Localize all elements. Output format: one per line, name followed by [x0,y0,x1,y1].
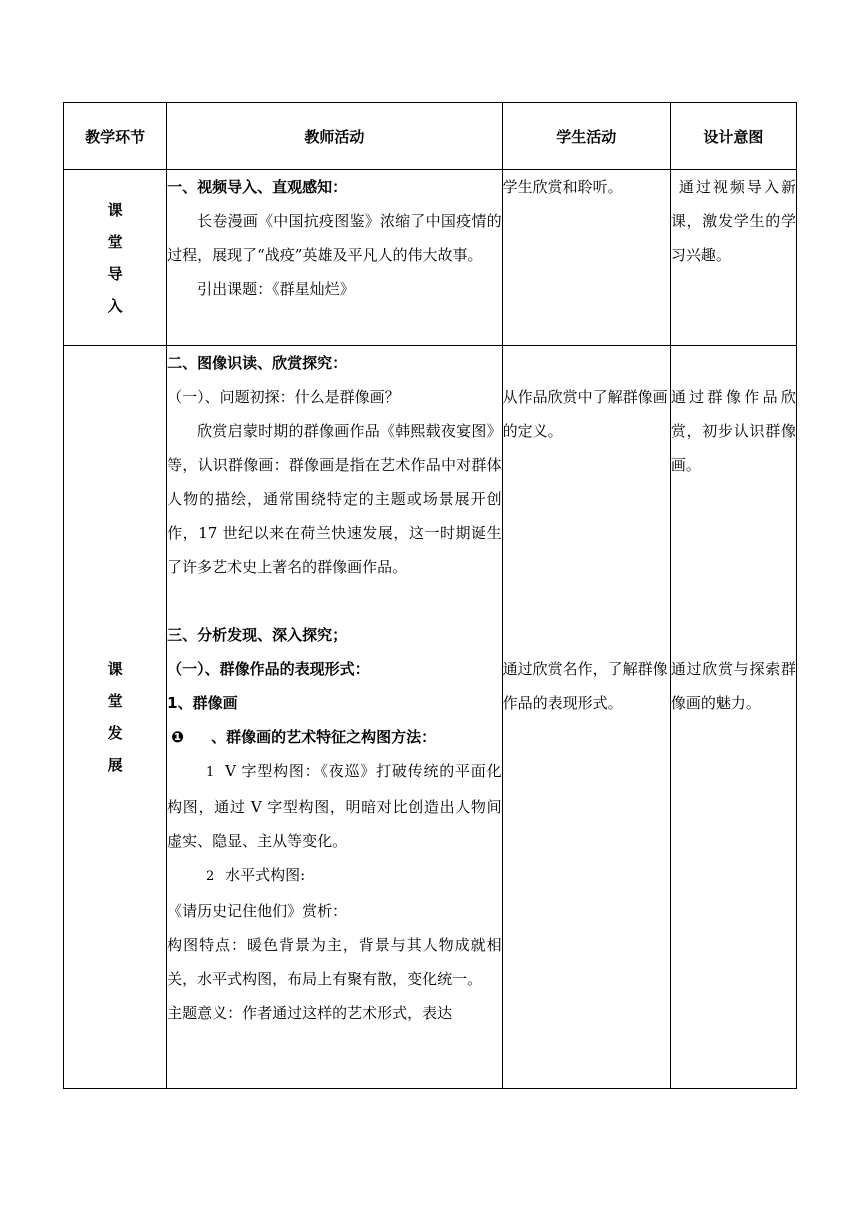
student-activity-cell [502,170,670,346]
table-row [64,170,797,346]
section-heading: 二、图像识读、欣赏探究： [167,354,348,372]
paragraph: 通过欣赏与探索群像画的魅力。 [670,660,796,712]
stage-char: 入 [107,296,123,315]
teacher-activity-cell [167,170,502,346]
stage-char: 堂 [107,692,123,710]
item-number: 1 [206,765,215,780]
stage-char: 课 [107,660,123,678]
student-activity-cell [502,346,670,1089]
section-heading: 一、视频导入、直观感知： [167,178,348,196]
header-student-activity: 学生活动 [502,103,670,170]
list-item: 1、群像画 [167,694,238,712]
paragraph: 引出课题：《群星灿烂》 [197,280,355,298]
stage-char: 堂 [107,232,123,251]
list-item-text: 、群像画的艺术特征之构图方法： [211,728,437,746]
section-heading: 三、分析发现、深入探究； [167,626,348,644]
paragraph: 通过视频导入新课，激发学生的学习兴趣。 [670,178,796,264]
stage-char: 课 [107,200,123,219]
paragraph [167,858,501,894]
stage-char: 发 [107,724,123,742]
paragraph: 《请历史记住他们》赏析： [167,902,348,920]
stage-cell-intro [64,170,167,346]
sub-heading: （一）、群像作品的表现形式： [167,660,370,678]
paragraph: 学生欣赏和聆听。 [502,178,623,196]
sub-heading: （一）、问题初探：什么是群像画？ [167,388,400,406]
item-number: 2 [206,869,215,884]
paragraph: 长卷漫画《中国抗疫图鉴》浓缩了中国疫情的过程，展现了“战疫”英雄及平凡人的伟大故事。 [167,212,502,264]
header-stage: 教学环节 [64,103,167,170]
bullet-icon: ❶ [171,728,184,746]
paragraph: 构图特点：暖色背景为主，背景与其人物成就相关，水平式构图，布局上有聚有散，变化统一。 [167,936,502,988]
paragraph-text: V 字型构图：《夜巡》打破传统的平面化构图，通过 V 字型构图，明暗对比创造出人物间虚实、隐显、主从等变化。 [167,762,502,850]
paragraph: 通过群像作品欣赏，初步认识群像画。 [670,388,796,474]
paragraph: 主题意义：作者通过这样的艺术形式，表达 [167,1004,453,1022]
paragraph [167,754,501,858]
stage-char: 展 [107,756,123,774]
paragraph: 通过欣赏名作，了解群像作品的表现形式。 [502,660,668,712]
lesson-plan-table [63,102,797,1089]
table-row [64,346,797,1089]
stage-char: 导 [107,264,123,283]
paragraph-text: 水平式构图: [225,866,306,884]
header-design-intent: 设计意图 [670,103,796,170]
design-intent-cell [670,346,796,1089]
teacher-activity-cell [167,346,502,1089]
list-item [167,720,501,754]
design-intent-cell [670,170,796,346]
paragraph: 欣赏启蒙时期的群像画作品《韩熙载夜宴图》等，认识群像画：群像画是指在艺术作品中对群体人物的描绘，通常围绕特定的主题或场景展开创作，17 世纪以来在荷兰快速发展，这一时期诞生了许多艺术史上著名的群像画作品。 [167,422,502,576]
header-teacher-activity: 教师活动 [167,103,502,170]
stage-cell-development [64,346,167,1089]
spacer [167,584,501,618]
paragraph: 从作品欣赏中了解群像画的定义。 [502,388,668,440]
table-header-row [64,103,797,170]
